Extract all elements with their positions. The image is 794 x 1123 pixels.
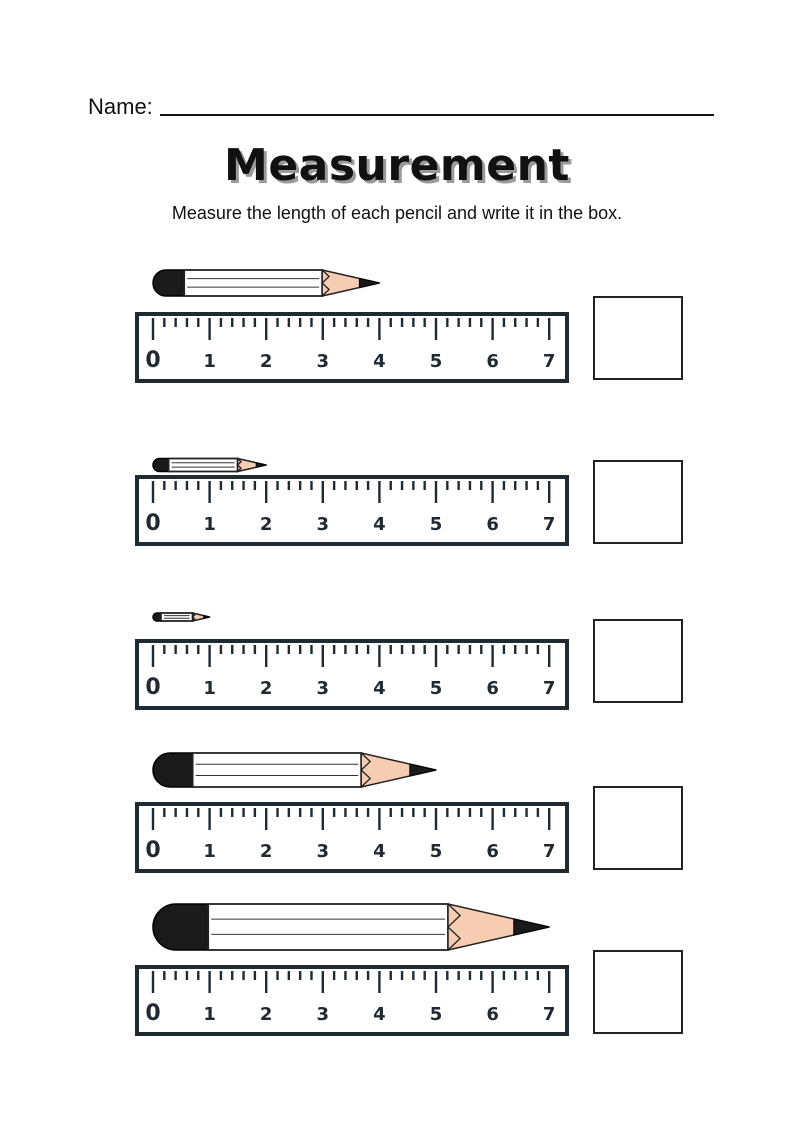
- ruler-label: 4: [373, 351, 386, 372]
- ruler-label: 0: [145, 838, 161, 863]
- ruler-label: 5: [429, 1004, 443, 1025]
- ruler-label: 3: [316, 351, 330, 372]
- ruler-body: [137, 477, 567, 544]
- answer-box-4[interactable]: [593, 786, 683, 870]
- ruler-label: 0: [145, 348, 161, 373]
- ruler-label: 0: [145, 675, 161, 700]
- pencil-body: [169, 459, 238, 472]
- pencil-5: [153, 904, 549, 950]
- pencil-body: [193, 753, 362, 787]
- ruler-body: [137, 804, 567, 871]
- pencil-body: [208, 904, 448, 950]
- ruler-label: 3: [316, 678, 330, 699]
- ruler-label: 5: [429, 841, 443, 862]
- ruler-label: 6: [486, 678, 499, 699]
- pencil-1: [153, 270, 379, 296]
- ruler-label: 2: [259, 514, 273, 535]
- ruler-5: [137, 967, 567, 1034]
- ruler-label: 7: [542, 351, 556, 372]
- answer-box-5[interactable]: [593, 950, 683, 1034]
- pencil-tip: [359, 278, 379, 287]
- pencil-eraser: [153, 613, 161, 621]
- ruler-label: 2: [259, 1004, 273, 1025]
- ruler-label: 5: [429, 514, 443, 535]
- answer-box-1[interactable]: [593, 296, 683, 380]
- name-label: Name:: [88, 94, 153, 119]
- ruler-label: 7: [542, 678, 556, 699]
- pencil-body: [184, 270, 322, 296]
- ruler-label: 4: [373, 514, 386, 535]
- ruler-label: 2: [259, 678, 273, 699]
- pencil-tip: [256, 463, 266, 468]
- ruler-label: 3: [316, 1004, 330, 1025]
- ruler-2: [137, 477, 567, 544]
- instructions: Measure the length of each pencil and write it in the box.: [171, 203, 623, 223]
- ruler-label: 3: [316, 514, 330, 535]
- ruler-body: [137, 314, 567, 381]
- pencil-tip: [410, 764, 436, 776]
- ruler-label: 2: [259, 351, 273, 372]
- ruler-label: 1: [203, 1004, 216, 1025]
- answer-box-2[interactable]: [593, 460, 683, 544]
- pencil-eraser: [153, 459, 169, 472]
- ruler-label: 6: [486, 1004, 499, 1025]
- pencil-eraser: [153, 753, 193, 787]
- pencil-body: [161, 613, 193, 621]
- ruler-label: 2: [259, 841, 273, 862]
- ruler-label: 0: [145, 1001, 161, 1026]
- ruler-label: 4: [373, 678, 386, 699]
- ruler-label: 6: [486, 514, 499, 535]
- ruler-label: 7: [542, 841, 556, 862]
- ruler-label: 5: [429, 678, 443, 699]
- ruler-label: 1: [203, 351, 216, 372]
- ruler-label: 5: [429, 351, 443, 372]
- ruler-label: 4: [373, 1004, 386, 1025]
- ruler-label: 1: [203, 514, 216, 535]
- pencil-eraser: [153, 270, 184, 296]
- ruler-label: 6: [486, 841, 499, 862]
- ruler-body: [137, 967, 567, 1034]
- ruler-4: [137, 804, 567, 871]
- ruler-label: 1: [203, 841, 216, 862]
- ruler-label: 7: [542, 1004, 556, 1025]
- ruler-body: [137, 641, 567, 708]
- ruler-label: 0: [145, 511, 161, 536]
- pencil-2: [153, 459, 266, 472]
- ruler-1: [137, 314, 567, 381]
- ruler-label: 7: [542, 514, 556, 535]
- pencil-eraser: [153, 904, 208, 950]
- ruler-label: 4: [373, 841, 386, 862]
- ruler-3: [137, 641, 567, 708]
- ruler-label: 3: [316, 841, 330, 862]
- pencil-3: [153, 613, 210, 621]
- ruler-label: 1: [203, 678, 216, 699]
- answer-box-3[interactable]: [593, 619, 683, 703]
- ruler-label: 6: [486, 351, 499, 372]
- pencil-tip: [514, 919, 549, 935]
- page-title: Measurement: [224, 140, 570, 191]
- pencil-4: [153, 753, 436, 787]
